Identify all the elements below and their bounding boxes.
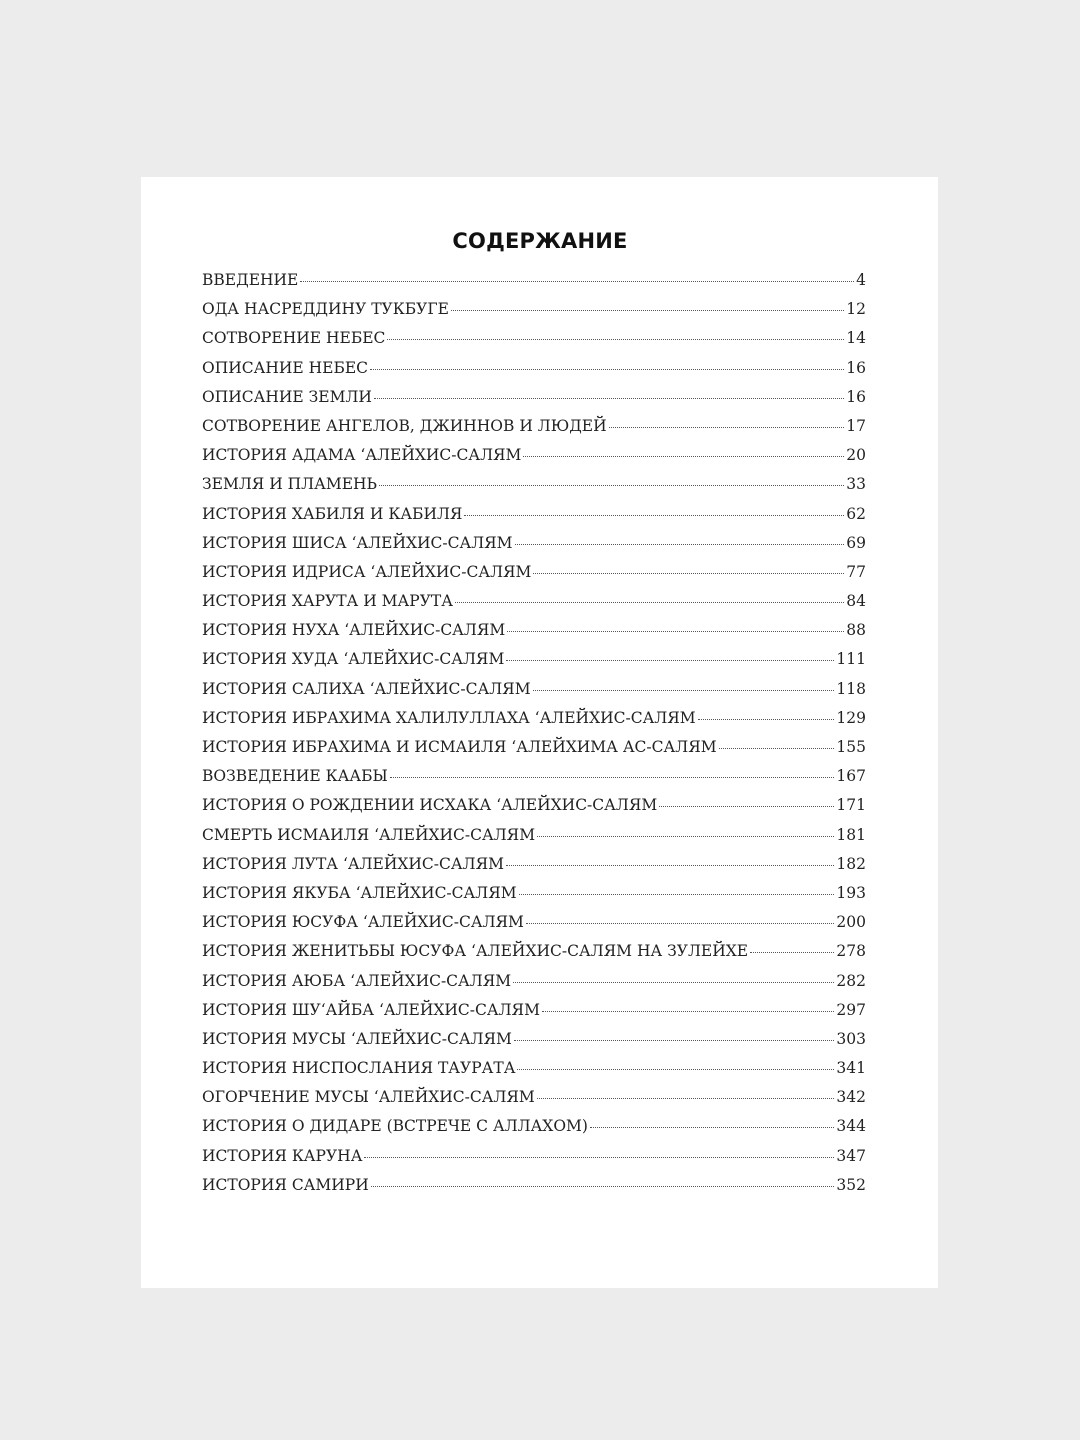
dot-leader: [506, 660, 834, 661]
toc-entry-page: 297: [836, 1000, 866, 1019]
toc-entry-page: 16: [846, 358, 866, 377]
toc-entry-title: ИСТОРИЯ КАРУНА: [202, 1146, 363, 1165]
toc-entry-title: ОПИСАНИЕ НЕБЕС: [202, 358, 369, 377]
dot-leader: [542, 1011, 834, 1012]
toc-entry: [202, 767, 866, 796]
toc-list: [202, 271, 866, 1205]
toc-entry: [202, 592, 866, 621]
toc-entry: [202, 563, 866, 592]
toc-entry: [202, 738, 866, 767]
toc-entry-title: ИСТОРИЯ САЛИХА ‘АЛЕЙХИС-САЛЯМ: [202, 679, 531, 698]
toc-entry-page: 155: [836, 738, 866, 756]
toc-entry: [202, 1147, 866, 1176]
toc-entry-title: ВОЗВЕДЕНИЕ КААБЫ: [202, 767, 388, 786]
toc-entry-page: 111: [836, 650, 866, 669]
dot-leader: [514, 1040, 834, 1041]
toc-entry-title: ОГОРЧЕНИЕ МУСЫ ‘АЛЕЙХИС-САЛЯМ: [202, 1088, 535, 1107]
toc-entry-title: СОТВОРЕНИЕ АНГЕЛОВ, ДЖИННОВ И ЛЮДЕЙ: [202, 416, 607, 435]
toc-entry-title: ИСТОРИЯ АДАМА ‘АЛЕЙХИС-САЛЯМ: [202, 446, 522, 465]
dot-leader: [750, 952, 834, 953]
toc-entry-title: ИСТОРИЯ МУСЫ ‘АЛЕЙХИС-САЛЯМ: [202, 1029, 512, 1048]
toc-entry-title: ИСТОРИЯ ХУДА ‘АЛЕЙХИС-САЛЯМ: [202, 650, 505, 669]
dot-leader: [537, 836, 834, 837]
toc-entry-page: 342: [836, 1088, 866, 1107]
toc-entry-title: ИСТОРИЯ ШИСА ‘АЛЕЙХИС-САЛЯМ: [202, 533, 513, 552]
toc-entry: [202, 475, 866, 504]
toc-entry-title: ИСТОРИЯ ИБРАХИМА ХАЛИЛУЛЛАХА ‘АЛЕЙХИС-САЛЯМ: [202, 708, 696, 727]
toc-entry-page: 352: [836, 1175, 866, 1194]
toc-entry-page: 88: [846, 621, 866, 640]
toc-entry: [202, 534, 866, 563]
toc-entry-page: 12: [846, 300, 866, 319]
dot-leader: [698, 719, 835, 720]
dot-leader: [379, 485, 844, 486]
toc-entry-page: 16: [846, 387, 866, 406]
dot-leader: [370, 369, 844, 370]
toc-entry: [202, 446, 866, 475]
toc-entry-title: СМЕРТЬ ИСМАИЛЯ ‘АЛЕЙХИС-САЛЯМ: [202, 825, 536, 844]
toc-entry: [202, 1030, 866, 1059]
toc-entry-page: 14: [846, 329, 866, 348]
dot-leader: [719, 748, 835, 749]
toc-entry-page: 62: [846, 504, 866, 523]
dot-leader: [464, 515, 844, 516]
toc-entry-page: 200: [836, 913, 866, 932]
dot-leader: [515, 544, 845, 545]
dot-leader: [659, 806, 834, 807]
toc-entry: [202, 505, 866, 534]
dot-leader: [523, 456, 844, 457]
dot-leader: [513, 982, 834, 983]
dot-leader: [371, 1186, 835, 1187]
toc-entry-title: СОТВОРЕНИЕ НЕБЕС: [202, 329, 386, 348]
toc-entry: [202, 271, 866, 300]
toc-entry-title: ИСТОРИЯ ЯКУБА ‘АЛЕЙХИС-САЛЯМ: [202, 883, 517, 902]
toc-entry-title: ИСТОРИЯ ЛУТА ‘АЛЕЙХИС-САЛЯМ: [202, 854, 504, 873]
toc-entry-title: ИСТОРИЯ ЮСУФА ‘АЛЕЙХИС-САЛЯМ: [202, 913, 524, 932]
toc-entry-page: 17: [846, 416, 866, 435]
toc-entry-title: ИСТОРИЯ О РОЖДЕНИИ ИСХАКА ‘АЛЕЙХИС-САЛЯМ: [202, 796, 658, 815]
dot-leader: [526, 923, 835, 924]
toc-entry: [202, 359, 866, 388]
toc-entry-page: 303: [836, 1029, 866, 1048]
toc-entry: [202, 972, 866, 1001]
toc-entry: [202, 855, 866, 884]
dot-leader: [533, 573, 844, 574]
dot-leader: [387, 339, 844, 340]
toc-entry: [202, 329, 866, 358]
dot-leader: [533, 690, 835, 691]
toc-entry: [202, 884, 866, 913]
toc-entry: [202, 650, 866, 679]
toc-entry-title: ИСТОРИЯ ЖЕНИТЬБЫ ЮСУФА ‘АЛЕЙХИС-САЛЯМ НА ЗУЛЕЙХЕ: [202, 942, 749, 961]
toc-entry-page: 20: [846, 446, 866, 465]
toc-entry-page: 282: [836, 971, 866, 990]
toc-heading: СОДЕРЖАНИЕ: [452, 229, 628, 253]
toc-entry-page: 4: [856, 271, 866, 289]
toc-entry-title: ИСТОРИЯ НУХА ‘АЛЕЙХИС-САЛЯМ: [202, 621, 506, 640]
toc-entry: [202, 680, 866, 709]
toc-entry-page: 278: [836, 942, 866, 961]
dot-leader: [609, 427, 845, 428]
toc-entry-page: 181: [836, 825, 866, 844]
toc-entry-page: 118: [836, 679, 866, 698]
toc-entry-title: ЗЕМЛЯ И ПЛАМЕНЬ: [202, 475, 378, 494]
toc-entry-page: 344: [836, 1117, 866, 1136]
dot-leader: [364, 1157, 834, 1158]
toc-entry-page: 77: [846, 562, 866, 581]
dot-leader: [455, 602, 844, 603]
toc-entry-title: ИСТОРИЯ ХАРУТА И МАРУТА: [202, 592, 453, 611]
dot-leader: [451, 310, 844, 311]
toc-entry-page: 193: [836, 883, 866, 902]
toc-entry: [202, 1059, 866, 1088]
toc-entry-page: 347: [836, 1146, 866, 1165]
toc-entry: [202, 621, 866, 650]
dot-leader: [517, 1069, 834, 1070]
toc-entry-title: ОДА НАСРЕДДИНУ ТУКБУГЕ: [202, 300, 449, 319]
dot-leader: [507, 631, 844, 632]
dot-leader: [374, 398, 844, 399]
toc-entry: [202, 1001, 866, 1030]
dot-leader: [537, 1098, 835, 1099]
toc-entry: [202, 1117, 866, 1146]
toc-entry-title: ИСТОРИЯ ХАБИЛЯ И КАБИЛЯ: [202, 504, 463, 523]
toc-entry: [202, 388, 866, 417]
toc-entry-title: ОПИСАНИЕ ЗЕМЛИ: [202, 387, 372, 406]
dot-leader: [506, 865, 834, 866]
toc-entry: [202, 1176, 866, 1205]
toc-entry: [202, 942, 866, 971]
toc-entry: [202, 796, 866, 825]
dot-leader: [390, 777, 835, 778]
toc-entry: [202, 826, 866, 855]
toc-entry-page: 129: [836, 708, 866, 727]
toc-entry-title: ИСТОРИЯ АЮБА ‘АЛЕЙХИС-САЛЯМ: [202, 971, 512, 990]
toc-entry-page: 171: [836, 796, 866, 815]
toc-entry-title: ИСТОРИЯ САМИРИ: [202, 1175, 369, 1194]
toc-entry-page: 69: [846, 533, 866, 552]
toc-entry-title: ИСТОРИЯ О ДИДАРЕ (ВСТРЕЧЕ С АЛЛАХОМ): [202, 1117, 588, 1136]
toc-entry: [202, 417, 866, 446]
toc-entry-title: ИСТОРИЯ ШУ‘АЙБА ‘АЛЕЙХИС-САЛЯМ: [202, 1000, 540, 1019]
dot-leader: [519, 894, 835, 895]
toc-entry: [202, 913, 866, 942]
toc-entry-title: ИСТОРИЯ ИДРИСА ‘АЛЕЙХИС-САЛЯМ: [202, 562, 532, 581]
toc-entry: [202, 709, 866, 738]
toc-entry: [202, 1088, 866, 1117]
dot-leader: [300, 281, 854, 282]
dot-leader: [590, 1127, 834, 1128]
toc-entry-title: ВВЕДЕНИЕ: [202, 271, 299, 289]
toc-entry-page: 84: [846, 592, 866, 611]
toc-entry-page: 33: [846, 475, 866, 494]
toc-entry-page: 167: [836, 767, 866, 786]
toc-entry: [202, 300, 866, 329]
toc-entry-title: ИСТОРИЯ ИБРАХИМА И ИСМАИЛЯ ‘АЛЕЙХИМА АС-САЛЯМ: [202, 738, 717, 756]
toc-entry-title: ИСТОРИЯ НИСПОСЛАНИЯ ТАУРАТА: [202, 1059, 516, 1078]
toc-entry-page: 341: [836, 1059, 866, 1078]
toc-entry-page: 182: [836, 854, 866, 873]
